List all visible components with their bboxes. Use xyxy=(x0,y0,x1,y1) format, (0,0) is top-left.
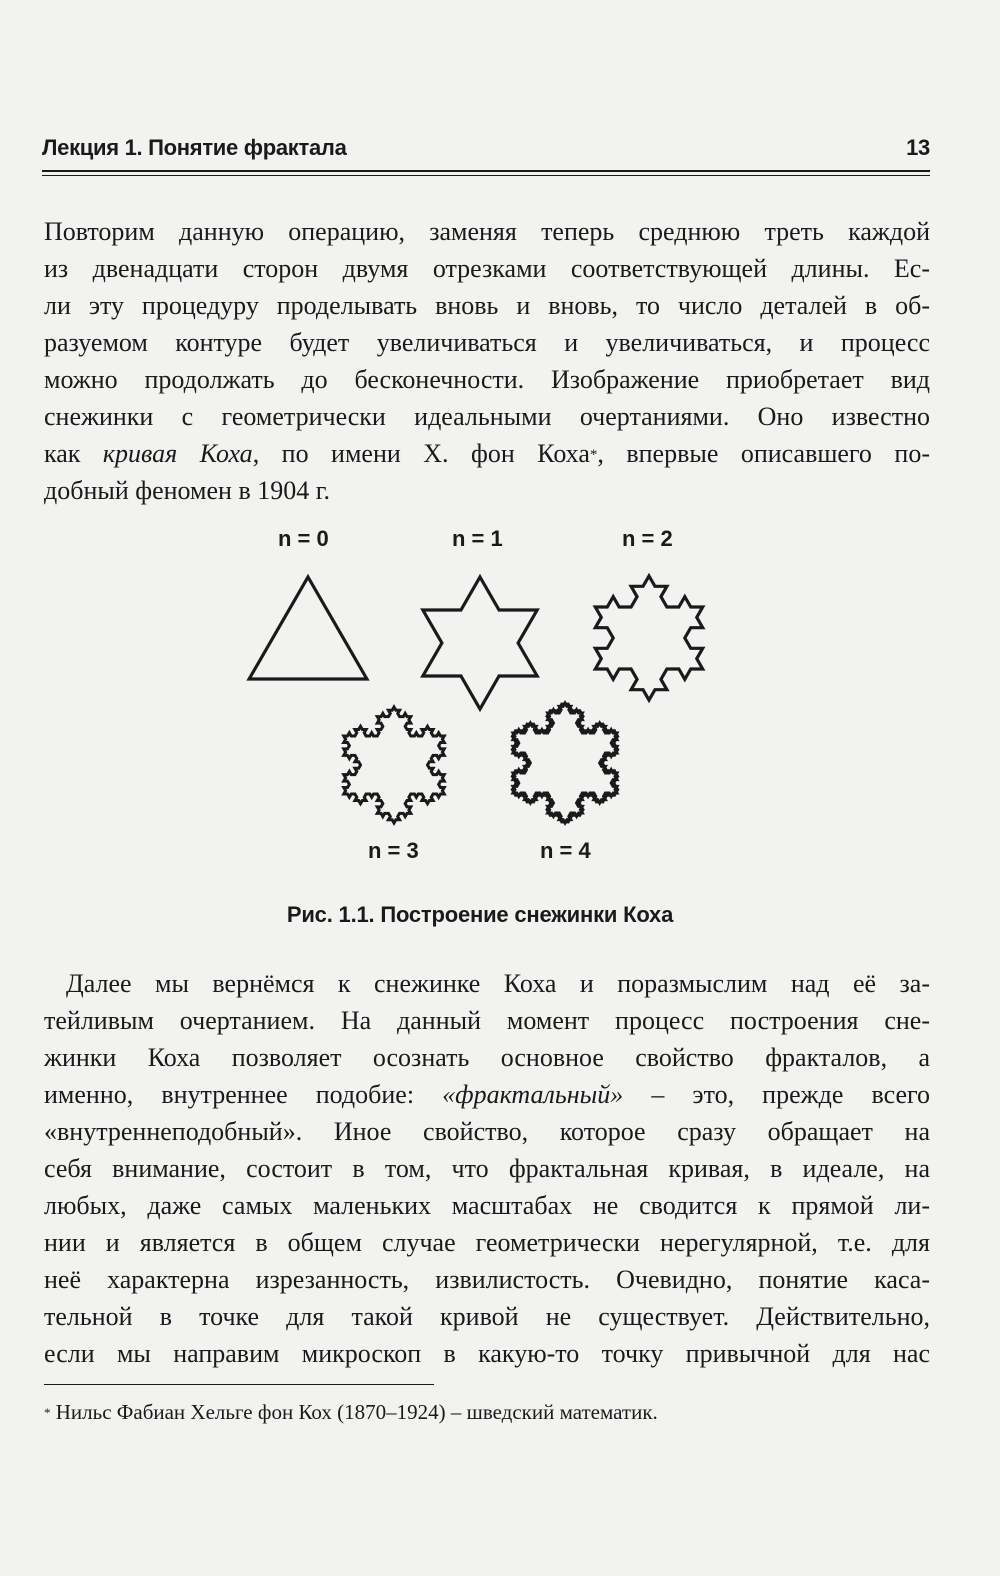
text-line: неё характерна изрезанность, извилистость. Очевидно, понятие каса- xyxy=(44,1265,930,1294)
chapter-title: Лекция 1. Понятие фрактала xyxy=(42,135,347,160)
label-n2: n = 2 xyxy=(622,526,673,551)
text-line: можно продолжать до бесконечности. Изображение приобретает вид xyxy=(44,365,930,394)
text-line: любых, даже самых маленьких масштабах не сводится к прямой ли- xyxy=(44,1191,930,1220)
footnote-mark: * xyxy=(44,1405,51,1420)
term-koch-curve: кривая Коха xyxy=(102,439,253,468)
running-header xyxy=(42,128,930,168)
label-n0: n = 0 xyxy=(278,526,329,551)
text-line: тельной в точке для такой кривой не существует. Действительно, xyxy=(44,1302,930,1331)
term-fractal: «фрактальный» xyxy=(442,1080,624,1109)
text-line: если мы направим микроскоп в какую-то точку привычной для нас xyxy=(44,1339,930,1368)
header-rule-thin xyxy=(42,175,930,176)
koch-snowflake-drawing xyxy=(230,520,730,870)
text-line: Повторим данную операцию, заменяя теперь среднюю треть каждой xyxy=(44,217,930,246)
text-line: из двенадцати сторон двумя отрезками соответствующей длины. Ес- xyxy=(44,254,930,283)
text-line: себя внимание, состоит в том, что фрактальная кривая, в идеале, на xyxy=(44,1154,930,1183)
label-n1: n = 1 xyxy=(452,526,503,551)
footnote-reference: * xyxy=(589,447,598,463)
text-run: , по имени Х. фон Коха xyxy=(252,439,590,468)
koch-snowflake-figure xyxy=(230,520,730,870)
text-run: именно, внутреннее подобие: xyxy=(44,1080,443,1109)
text-line: тейливым очертанием. На данный момент процесс построения сне- xyxy=(44,1006,930,1035)
text-line: снежинки с геометрически идеальными очертаниями. Оно известно xyxy=(44,402,930,431)
koch-iteration-n3 xyxy=(344,707,444,823)
text-line: разуемом контуре будет увеличиваться и увеличиваться, и процесс xyxy=(44,328,930,357)
footnote xyxy=(44,1400,658,1425)
text-line: ли эту процедуру проделывать вновь и вновь, то число деталей в об- xyxy=(44,291,930,320)
figure-caption: Рис. 1.1. Построение снежинки Коха xyxy=(286,902,674,927)
koch-iteration-n2 xyxy=(595,576,702,700)
text-line: нии и является в общем случае геометрически нерегулярной, т.е. для xyxy=(44,1228,930,1257)
text-run: , впервые описавшего по- xyxy=(597,439,930,468)
text-line: жинки Коха позволяет осознать основное свойство фракталов, а xyxy=(44,1043,930,1072)
footnote-text: Нильс Фабиан Хельге фон Кох (1870–1924) – шведский математик. xyxy=(50,1400,658,1424)
text-run: – это, прежде всего xyxy=(623,1080,931,1109)
text-run: как xyxy=(44,439,103,468)
text-line xyxy=(44,435,930,472)
label-n4: n = 4 xyxy=(540,838,591,863)
text-line: добный феномен в 1904 г. xyxy=(44,476,330,505)
text-line: Далее мы вернёмся к снежинке Коха и поразмыслим над её за- xyxy=(66,969,930,998)
paragraph-2 xyxy=(44,965,930,1372)
header-rule-thick xyxy=(42,170,930,172)
footnote-rule xyxy=(44,1384,434,1385)
label-n3: n = 3 xyxy=(368,838,419,863)
text-line: «внутреннеподобный». Иное свойство, которое сразу обращает на xyxy=(44,1117,930,1146)
paragraph-1 xyxy=(44,213,930,509)
page-number: 13 xyxy=(906,135,930,160)
koch-iteration-n4 xyxy=(513,703,617,823)
koch-iteration-n0 xyxy=(249,577,367,679)
koch-iteration-n1 xyxy=(423,577,537,709)
text-line xyxy=(44,1076,930,1113)
